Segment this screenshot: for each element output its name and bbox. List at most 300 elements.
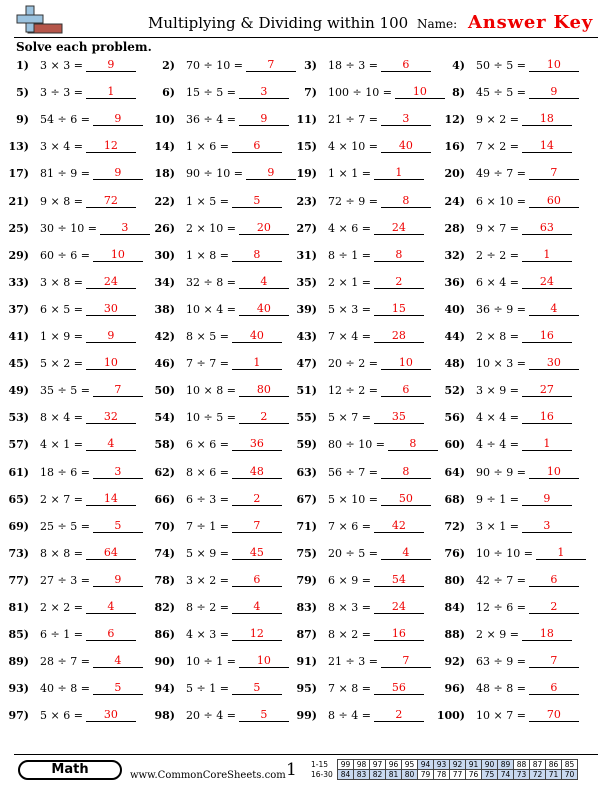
problem-number: 78) bbox=[154, 573, 175, 587]
problem-item bbox=[146, 709, 292, 727]
problem-item bbox=[436, 628, 582, 646]
problem-item bbox=[436, 303, 582, 321]
problem-item bbox=[0, 86, 146, 104]
problem-item bbox=[146, 438, 292, 456]
problem-number: 81) bbox=[8, 601, 29, 614]
problem-question: 20 ÷ 5 = bbox=[328, 546, 378, 560]
problem-item bbox=[288, 249, 434, 267]
answer-field[interactable]: 30 bbox=[86, 302, 136, 316]
problem-item bbox=[288, 709, 434, 727]
answer-field[interactable]: 4 bbox=[93, 654, 143, 668]
problem-question: 54 ÷ 6 = bbox=[40, 113, 90, 127]
answer-field[interactable]: 4 bbox=[381, 546, 431, 560]
problem-item bbox=[288, 195, 434, 213]
score-cell: 92 bbox=[450, 760, 466, 770]
problem-number: 35) bbox=[296, 275, 317, 289]
problem-question: 3 ÷ 3 = bbox=[40, 86, 83, 100]
score-cell: 70 bbox=[562, 770, 578, 780]
answer-field[interactable]: 8 bbox=[388, 437, 438, 451]
problem-number: 8) bbox=[452, 86, 465, 100]
answer-field[interactable]: 7 bbox=[381, 654, 431, 668]
problem-question: 21 ÷ 3 = bbox=[328, 655, 378, 669]
problem-item bbox=[0, 357, 146, 375]
problem-item bbox=[436, 330, 582, 348]
problem-number: 23) bbox=[296, 194, 317, 208]
answer-field[interactable]: 12 bbox=[232, 627, 282, 641]
problem-item bbox=[0, 195, 146, 213]
score-cell: 75 bbox=[482, 770, 498, 780]
problem-number: 34) bbox=[154, 275, 175, 289]
problem-number: 24) bbox=[444, 194, 465, 208]
problem-number: 86) bbox=[154, 628, 175, 642]
answer-field[interactable]: 20 bbox=[239, 221, 289, 235]
answer-field[interactable]: 1 bbox=[522, 437, 572, 451]
problem-question: 4 × 1 = bbox=[40, 438, 83, 452]
score-cell: 73 bbox=[514, 770, 530, 780]
problem-question: 3 × 1 = bbox=[476, 519, 519, 533]
problem-number: 38) bbox=[154, 302, 175, 316]
problem-question: 3 × 3 = bbox=[40, 59, 83, 72]
answer-field[interactable]: 72 bbox=[86, 194, 136, 208]
answer-field[interactable]: 24 bbox=[374, 221, 424, 235]
answer-field[interactable]: 10 bbox=[395, 85, 445, 99]
answer-field[interactable]: 28 bbox=[374, 329, 424, 343]
problem-number: 43) bbox=[296, 330, 317, 343]
answer-field[interactable]: 27 bbox=[522, 383, 572, 397]
problem-item bbox=[146, 59, 292, 77]
answer-field[interactable]: 7 bbox=[529, 166, 579, 180]
answer-field[interactable]: 4 bbox=[86, 437, 136, 451]
problem-item bbox=[146, 655, 292, 673]
problem-question: 48 ÷ 8 = bbox=[476, 682, 526, 696]
problem-number: 6) bbox=[162, 86, 175, 100]
answer-field[interactable]: 9 bbox=[86, 58, 136, 72]
answer-field[interactable]: 64 bbox=[86, 546, 136, 560]
answer-field[interactable]: 10 bbox=[529, 465, 579, 479]
problem-item bbox=[288, 330, 434, 348]
problem-number: 80) bbox=[444, 573, 465, 587]
problem-number: 62) bbox=[154, 465, 175, 479]
problem-number: 92) bbox=[444, 655, 465, 669]
answer-field[interactable]: 3 bbox=[93, 465, 143, 479]
answer-field[interactable]: 24 bbox=[86, 275, 136, 289]
answer-field[interactable]: 2 bbox=[374, 708, 424, 722]
answer-field[interactable]: 40 bbox=[239, 302, 289, 316]
answer-field[interactable]: 6 bbox=[529, 681, 579, 695]
answer-field[interactable]: 9 bbox=[529, 85, 579, 99]
problem-number: 56) bbox=[444, 411, 465, 425]
problem-item bbox=[146, 357, 292, 375]
problem-number: 54) bbox=[154, 411, 175, 425]
answer-field[interactable]: 14 bbox=[522, 139, 572, 153]
problem-number: 10) bbox=[154, 113, 175, 127]
answer-field[interactable]: 1 bbox=[536, 546, 586, 560]
problem-number: 84) bbox=[444, 601, 465, 614]
problem-question: 5 × 2 = bbox=[40, 357, 83, 371]
problem-number: 27) bbox=[296, 221, 317, 235]
answer-field[interactable]: 24 bbox=[522, 275, 572, 289]
problem-question: 3 × 4 = bbox=[40, 140, 83, 154]
problem-item bbox=[436, 547, 582, 565]
problem-question: 18 ÷ 3 = bbox=[328, 59, 378, 72]
problem-number: 99) bbox=[296, 709, 317, 723]
subject-badge: Math bbox=[18, 760, 122, 780]
problem-question: 6 × 6 = bbox=[186, 438, 229, 452]
answer-field[interactable]: 8 bbox=[374, 248, 424, 262]
problem-number: 32) bbox=[444, 248, 465, 262]
answer-field[interactable]: 4 bbox=[86, 600, 136, 614]
problem-item bbox=[146, 330, 292, 348]
problem-question: 10 ÷ 1 = bbox=[186, 655, 236, 669]
score-cell: 95 bbox=[402, 760, 418, 770]
problem-item bbox=[436, 222, 582, 240]
problem-item bbox=[146, 574, 292, 592]
problem-question: 1 × 1 = bbox=[328, 167, 371, 181]
problem-number: 98) bbox=[154, 709, 175, 723]
problem-item bbox=[436, 438, 582, 456]
problem-item bbox=[436, 249, 582, 267]
problem-item bbox=[0, 59, 146, 77]
problem-item bbox=[436, 140, 582, 158]
problem-number: 83) bbox=[296, 601, 317, 614]
problem-item bbox=[0, 249, 146, 267]
problem-item bbox=[0, 466, 146, 484]
problem-question: 2 × 9 = bbox=[476, 628, 519, 642]
problem-question: 2 ÷ 2 = bbox=[476, 248, 519, 262]
problem-number: 9) bbox=[16, 113, 29, 127]
answer-field[interactable]: 9 bbox=[93, 573, 143, 587]
problem-question: 8 × 5 = bbox=[186, 330, 229, 343]
name-label: Name: bbox=[417, 17, 458, 31]
problem-number: 5) bbox=[16, 86, 29, 100]
answer-field[interactable]: 3 bbox=[381, 112, 431, 126]
problem-item bbox=[436, 86, 582, 104]
problem-item bbox=[288, 411, 434, 429]
problem-question: 10 × 7 = bbox=[476, 709, 526, 723]
score-cell: 86 bbox=[546, 760, 562, 770]
problem-item bbox=[436, 655, 582, 673]
problem-question: 2 × 7 = bbox=[40, 492, 83, 506]
problem-question: 8 × 8 = bbox=[40, 546, 83, 560]
answer-field[interactable]: 18 bbox=[522, 627, 572, 641]
answer-field[interactable]: 10 bbox=[86, 356, 136, 370]
problem-question: 20 ÷ 4 = bbox=[186, 709, 236, 723]
problem-item bbox=[288, 222, 434, 240]
problem-question: 7 ÷ 7 = bbox=[186, 357, 229, 371]
answer-field[interactable]: 48 bbox=[232, 465, 282, 479]
problem-item bbox=[288, 628, 434, 646]
answer-field[interactable]: 2 bbox=[239, 410, 289, 424]
problem-item bbox=[0, 655, 146, 673]
problem-question: 10 × 4 = bbox=[186, 302, 236, 316]
answer-field[interactable]: 9 bbox=[93, 112, 143, 126]
problem-question: 3 × 8 = bbox=[40, 275, 83, 289]
answer-field[interactable]: 10 bbox=[93, 248, 143, 262]
problem-item bbox=[146, 86, 292, 104]
problem-number: 75) bbox=[296, 546, 317, 560]
answer-field[interactable]: 6 bbox=[381, 383, 431, 397]
problem-number: 47) bbox=[296, 357, 317, 371]
problem-number: 15) bbox=[296, 140, 317, 154]
problem-item bbox=[288, 574, 434, 592]
problem-item bbox=[0, 222, 146, 240]
problem-number: 88) bbox=[444, 628, 465, 642]
problem-number: 85) bbox=[8, 628, 29, 642]
problem-number: 66) bbox=[154, 492, 175, 506]
problem-question: 7 × 4 = bbox=[328, 330, 371, 343]
problem-question: 5 × 6 = bbox=[40, 709, 83, 723]
problem-item bbox=[288, 167, 434, 185]
answer-field[interactable]: 9 bbox=[86, 329, 136, 343]
problem-item bbox=[146, 384, 292, 402]
answer-field[interactable]: 42 bbox=[374, 519, 424, 533]
problem-number: 37) bbox=[8, 302, 29, 316]
score-cell: 99 bbox=[338, 760, 354, 770]
answer-field[interactable]: 40 bbox=[381, 139, 431, 153]
problem-question: 6 × 4 = bbox=[476, 275, 519, 289]
problem-number: 41) bbox=[8, 330, 29, 343]
problem-question: 4 × 3 = bbox=[186, 628, 229, 642]
answer-field[interactable]: 5 bbox=[239, 708, 289, 722]
answer-field[interactable]: 12 bbox=[86, 139, 136, 153]
problem-number: 76) bbox=[444, 546, 465, 560]
problem-number: 91) bbox=[296, 655, 317, 669]
problem-item bbox=[436, 384, 582, 402]
problem-question: 12 ÷ 6 = bbox=[476, 601, 526, 614]
problem-question: 4 × 6 = bbox=[328, 221, 371, 235]
score-cell: 80 bbox=[402, 770, 418, 780]
answer-field[interactable]: 16 bbox=[522, 329, 572, 343]
answer-field[interactable]: 70 bbox=[529, 708, 579, 722]
problem-number: 100) bbox=[436, 709, 465, 723]
problem-item bbox=[288, 493, 434, 511]
problem-question: 5 × 10 = bbox=[328, 492, 378, 506]
problem-question: 5 ÷ 1 = bbox=[186, 682, 229, 696]
problem-question: 5 × 3 = bbox=[328, 302, 371, 316]
answer-field[interactable]: 4 bbox=[529, 302, 579, 316]
problem-item bbox=[436, 167, 582, 185]
problem-question: 4 ÷ 4 = bbox=[476, 438, 519, 452]
problem-number: 96) bbox=[444, 682, 465, 696]
problem-number: 72) bbox=[444, 519, 465, 533]
problem-item bbox=[0, 411, 146, 429]
answer-field[interactable]: 1 bbox=[522, 248, 572, 262]
problem-question: 28 ÷ 7 = bbox=[40, 655, 90, 669]
answer-field[interactable]: 10 bbox=[381, 356, 431, 370]
problem-question: 90 ÷ 9 = bbox=[476, 465, 526, 479]
problem-number: 12) bbox=[444, 113, 465, 127]
answer-field[interactable]: 60 bbox=[529, 194, 579, 208]
answer-field[interactable]: 30 bbox=[86, 708, 136, 722]
answer-field[interactable]: 5 bbox=[232, 681, 282, 695]
answer-field[interactable]: 9 bbox=[522, 492, 572, 506]
problem-item bbox=[288, 113, 434, 131]
problem-question: 5 × 7 = bbox=[328, 411, 371, 425]
problem-question: 8 × 4 = bbox=[40, 411, 83, 425]
problem-number: 21) bbox=[8, 194, 29, 208]
answer-field[interactable]: 16 bbox=[374, 627, 424, 641]
problem-number: 28) bbox=[444, 221, 465, 235]
answer-field[interactable]: 7 bbox=[529, 654, 579, 668]
answer-field[interactable]: 6 bbox=[86, 627, 136, 641]
problem-item bbox=[0, 303, 146, 321]
answer-field[interactable]: 5 bbox=[232, 194, 282, 208]
problem-number: 57) bbox=[8, 438, 29, 452]
score-cell: 76 bbox=[466, 770, 482, 780]
answer-field[interactable]: 54 bbox=[374, 573, 424, 587]
answer-field[interactable]: 32 bbox=[86, 410, 136, 424]
answer-field[interactable]: 9 bbox=[246, 166, 296, 180]
problem-item bbox=[288, 655, 434, 673]
answer-field[interactable]: 3 bbox=[239, 85, 289, 99]
problem-number: 11) bbox=[296, 113, 317, 127]
answer-field[interactable]: 2 bbox=[529, 600, 579, 614]
header-divider bbox=[14, 37, 598, 38]
answer-field[interactable]: 5 bbox=[93, 681, 143, 695]
problem-question: 6 ÷ 3 = bbox=[186, 492, 229, 506]
problem-number: 55) bbox=[296, 411, 317, 425]
problem-item bbox=[0, 547, 146, 565]
problem-question: 1 × 9 = bbox=[40, 330, 83, 343]
answer-field[interactable]: 10 bbox=[529, 58, 579, 72]
answer-field[interactable]: 5 bbox=[93, 519, 143, 533]
problem-number: 44) bbox=[444, 330, 465, 343]
answer-field[interactable]: 56 bbox=[374, 681, 424, 695]
answer-field[interactable]: 63 bbox=[522, 221, 572, 235]
score-row bbox=[311, 760, 578, 770]
score-row bbox=[311, 770, 578, 780]
answer-field[interactable]: 6 bbox=[232, 139, 282, 153]
problem-question: 4 × 4 = bbox=[476, 411, 519, 425]
answer-field[interactable]: 18 bbox=[522, 112, 572, 126]
answer-field[interactable]: 8 bbox=[232, 248, 282, 262]
answer-field[interactable]: 16 bbox=[522, 410, 572, 424]
problem-item bbox=[146, 276, 292, 294]
answer-field[interactable]: 30 bbox=[529, 356, 579, 370]
answer-field[interactable]: 8 bbox=[381, 194, 431, 208]
problem-question: 1 × 5 = bbox=[186, 194, 229, 208]
answer-field[interactable]: 10 bbox=[239, 654, 289, 668]
score-cell: 90 bbox=[482, 760, 498, 770]
problem-question: 10 ÷ 10 = bbox=[476, 546, 533, 560]
score-cell: 98 bbox=[354, 760, 370, 770]
problem-item bbox=[0, 520, 146, 538]
problem-number: 26) bbox=[154, 221, 175, 235]
answer-field[interactable]: 2 bbox=[232, 492, 282, 506]
problem-number: 97) bbox=[8, 709, 29, 723]
problem-question: 20 ÷ 2 = bbox=[328, 357, 378, 371]
problem-item bbox=[0, 384, 146, 402]
score-range-label: 16-30 bbox=[311, 770, 333, 779]
problem-item bbox=[436, 411, 582, 429]
problem-question: 9 × 2 = bbox=[476, 113, 519, 127]
answer-field[interactable]: 6 bbox=[381, 58, 431, 72]
answer-field[interactable]: 7 bbox=[232, 519, 282, 533]
problem-item bbox=[146, 167, 292, 185]
answer-field[interactable]: 35 bbox=[374, 410, 424, 424]
answer-field[interactable]: 7 bbox=[93, 383, 143, 397]
answer-field[interactable]: 4 bbox=[239, 275, 289, 289]
problem-question: 7 ÷ 1 = bbox=[186, 519, 229, 533]
answer-field[interactable]: 50 bbox=[381, 492, 431, 506]
problem-number: 60) bbox=[444, 438, 465, 452]
problem-item bbox=[288, 86, 434, 104]
problem-item bbox=[0, 709, 146, 727]
problem-item bbox=[288, 682, 434, 700]
problem-number: 70) bbox=[154, 519, 175, 533]
problem-question: 100 ÷ 10 = bbox=[328, 86, 392, 100]
website-link[interactable]: www.CommonCoreSheets.com bbox=[130, 770, 286, 781]
answer-field[interactable]: 3 bbox=[100, 221, 150, 235]
problem-number: 13) bbox=[8, 140, 29, 154]
problem-question: 60 ÷ 6 = bbox=[40, 248, 90, 262]
problem-number: 71) bbox=[296, 519, 317, 533]
problem-number: 17) bbox=[8, 167, 29, 181]
answer-field[interactable]: 4 bbox=[232, 600, 282, 614]
problem-item bbox=[288, 601, 434, 619]
problem-item bbox=[436, 709, 582, 727]
problem-number: 2) bbox=[162, 59, 175, 72]
problem-number: 30) bbox=[154, 248, 175, 262]
problem-number: 4) bbox=[452, 59, 465, 72]
answer-field[interactable]: 2 bbox=[374, 275, 424, 289]
answer-field[interactable]: 7 bbox=[246, 58, 296, 72]
problem-question: 10 ÷ 5 = bbox=[186, 411, 236, 425]
problem-question: 35 ÷ 5 = bbox=[40, 384, 90, 398]
problem-question: 72 ÷ 9 = bbox=[328, 194, 378, 208]
problem-number: 90) bbox=[154, 655, 175, 669]
answer-field[interactable]: 80 bbox=[239, 383, 289, 397]
answer-field[interactable]: 14 bbox=[86, 492, 136, 506]
answer-field[interactable]: 45 bbox=[232, 546, 282, 560]
problem-number: 48) bbox=[444, 357, 465, 371]
answer-field[interactable]: 8 bbox=[381, 465, 431, 479]
problem-number: 39) bbox=[296, 302, 317, 316]
answer-field[interactable]: 40 bbox=[232, 329, 282, 343]
problem-question: 1 × 6 = bbox=[186, 140, 229, 154]
problem-number: 29) bbox=[8, 248, 29, 262]
answer-field[interactable]: 9 bbox=[93, 166, 143, 180]
problem-question: 49 ÷ 7 = bbox=[476, 167, 526, 181]
answer-field[interactable]: 24 bbox=[374, 600, 424, 614]
score-cell: 78 bbox=[434, 770, 450, 780]
problem-item bbox=[288, 140, 434, 158]
score-cell: 97 bbox=[370, 760, 386, 770]
problem-question: 21 ÷ 7 = bbox=[328, 113, 378, 127]
answer-field[interactable]: 15 bbox=[374, 302, 424, 316]
problem-question: 8 × 2 = bbox=[328, 628, 371, 642]
answer-field[interactable]: 6 bbox=[232, 573, 282, 587]
footer-divider bbox=[14, 754, 598, 755]
answer-field[interactable]: 6 bbox=[529, 573, 579, 587]
answer-field[interactable]: 1 bbox=[232, 356, 282, 370]
answer-field[interactable]: 1 bbox=[86, 85, 136, 99]
answer-field[interactable]: 1 bbox=[374, 166, 424, 180]
answer-field[interactable]: 36 bbox=[232, 437, 282, 451]
problem-question: 8 × 6 = bbox=[186, 465, 229, 479]
problem-question: 3 × 2 = bbox=[186, 573, 229, 587]
score-cell: 93 bbox=[434, 760, 450, 770]
problem-question: 10 × 3 = bbox=[476, 357, 526, 371]
problem-item bbox=[0, 167, 146, 185]
problem-item bbox=[146, 547, 292, 565]
problem-question: 2 × 8 = bbox=[476, 330, 519, 343]
problem-number: 1) bbox=[16, 59, 29, 72]
answer-field[interactable]: 9 bbox=[239, 112, 289, 126]
score-cell: 91 bbox=[466, 760, 482, 770]
answer-field[interactable]: 3 bbox=[522, 519, 572, 533]
problem-number: 95) bbox=[296, 682, 317, 696]
